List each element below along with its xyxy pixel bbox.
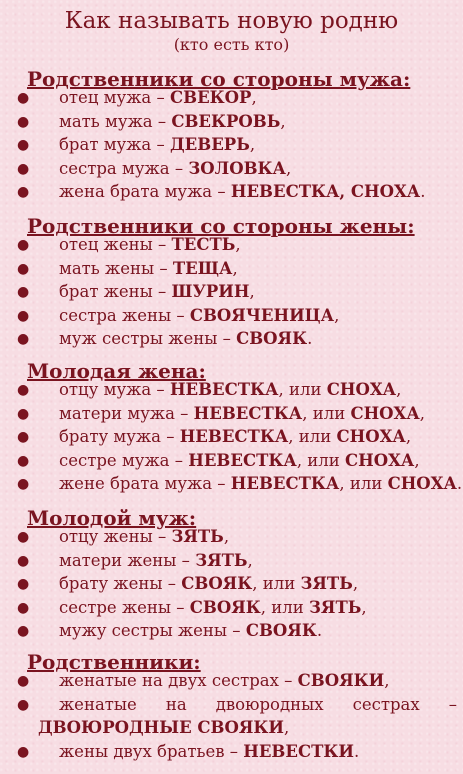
item-text: отцу мужа – НЕВЕСТКА, или СНОХА, (59, 380, 402, 399)
term: НЕВЕСТКА (169, 380, 279, 399)
section-heading: Родственники со стороны жены: (27, 214, 415, 238)
list-item (0, 716, 463, 740)
bullet-icon: ● (17, 452, 30, 469)
page-subtitle: (кто есть кто) (173, 35, 290, 54)
bullet-icon: ● (17, 405, 30, 422)
list-item (0, 740, 463, 764)
list-item (0, 86, 463, 110)
list-item (0, 449, 463, 473)
item-text: брату жены – СВОЯК, или ЗЯТЬ, (59, 574, 359, 593)
item-text: брат жены – ШУРИН, (59, 282, 255, 301)
item-text: муж сестры жены – СВОЯК. (59, 329, 313, 348)
term: СВОЯЧЕНИЦА (189, 305, 335, 325)
item-text: сестра жены – СВОЯЧЕНИЦА, (59, 305, 340, 325)
term: ЗОЛОВКА (188, 158, 286, 178)
item-text: брату мужа – НЕВЕСТКА, или СНОХА, (59, 427, 412, 446)
term: СНОХА (350, 403, 420, 423)
bullet-icon: ● (17, 743, 30, 760)
bullet-icon: ● (17, 382, 30, 398)
term: СНОХА (336, 427, 406, 446)
section-heading: Родственники: (27, 650, 201, 674)
list-item (0, 133, 463, 157)
item-text: мать мужа – СВЕКРОВЬ, (59, 111, 286, 131)
list-item (0, 425, 463, 449)
term: ТЕСТЬ (171, 235, 236, 254)
list-item (0, 157, 463, 181)
list-item (0, 549, 463, 573)
bullet-icon: ● (17, 137, 30, 153)
term: ДВОЮРОДНЫЕ СВОЯКИ (38, 718, 285, 737)
bullet-icon: ● (17, 623, 30, 639)
bullet-icon: ● (17, 552, 30, 569)
list-item (0, 402, 463, 426)
bullet-icon: ● (17, 284, 30, 300)
term: НЕВЕСТКА (230, 474, 340, 493)
item-text: женатые на двоюродных сестрах – (59, 694, 457, 714)
term: НЕВЕСТКА (179, 427, 289, 446)
bullet-icon: ● (17, 331, 30, 347)
item-text: мать жены – ТЕЩА, (59, 258, 238, 278)
bullet-icon: ● (17, 529, 30, 545)
list-item (0, 596, 463, 620)
term: СВЕКОР (169, 88, 252, 107)
bullet-icon: ● (17, 237, 30, 253)
section-heading: Родственники со стороны мужа: (27, 67, 411, 91)
term: НЕВЕСТКИ (243, 741, 354, 761)
list-item (0, 378, 463, 402)
item-text: брат мужа – ДЕВЕРЬ, (59, 135, 256, 154)
term: СВОЯК (181, 574, 253, 593)
list-item (0, 693, 463, 717)
section-heading: Молодая жена: (27, 359, 206, 383)
item-text: матери мужа – НЕВЕСТКА, или СНОХА, (59, 403, 426, 423)
term: ЗЯТЬ (195, 550, 248, 570)
item-text: ДВОЮРОДНЫЕ СВОЯКИ, (38, 718, 290, 737)
item-text: отцу жены – ЗЯТЬ, (59, 527, 230, 546)
term: СВОЯК (236, 329, 308, 348)
bullet-icon: ● (17, 696, 30, 713)
list-item (0, 257, 463, 281)
list-item (0, 180, 463, 204)
term: НЕВЕСТКА (188, 450, 297, 470)
item-text: мужу сестры жены – СВОЯК. (59, 621, 323, 640)
term: ДЕВЕРЬ (170, 135, 250, 154)
term: ЗЯТЬ (300, 574, 353, 593)
item-text: женатые на двух сестрах – СВОЯКИ, (59, 671, 390, 690)
list-item (0, 472, 463, 496)
list-item (0, 619, 463, 643)
bullet-icon: ● (17, 260, 30, 277)
item-text: матери жены – ЗЯТЬ, (59, 550, 253, 570)
item-text: жена брата мужа – НЕВЕСТКА, СНОХА. (59, 182, 426, 201)
item-text: сестре жены – СВОЯК, или ЗЯТЬ, (59, 597, 367, 617)
term: СВОЯК (189, 597, 261, 617)
bullet-icon: ● (17, 184, 30, 200)
bullet-icon: ● (17, 429, 30, 445)
item-text: отец жены – ТЕСТЬ, (59, 235, 241, 254)
bullet-icon: ● (17, 160, 30, 177)
term: СВОЯКИ (297, 671, 385, 690)
term: ЗЯТЬ (171, 527, 224, 546)
section-heading: Молодой муж: (27, 506, 197, 530)
bullet-icon: ● (17, 90, 30, 106)
item-text: сестра мужа – ЗОЛОВКА, (59, 158, 292, 178)
item-text: отец мужа – СВЕКОР, (59, 88, 257, 107)
term: СВЕКРОВЬ (171, 111, 281, 131)
bullet-icon: ● (17, 113, 30, 130)
term: СНОХА (345, 450, 415, 470)
bullet-icon: ● (17, 307, 30, 324)
list-item (0, 233, 463, 257)
bullet-icon: ● (17, 599, 30, 616)
bullet-icon: ● (17, 476, 30, 492)
term: СНОХА (387, 474, 457, 493)
item-text: жене брата мужа – НЕВЕСТКА, или СНОХА. (59, 474, 463, 493)
item-text: сестре мужа – НЕВЕСТКА, или СНОХА, (59, 450, 420, 470)
page-title: Как называть новую родню (64, 8, 399, 34)
list-item (0, 572, 463, 596)
term: НЕВЕСТКА, СНОХА (230, 182, 421, 201)
list-item (0, 304, 463, 328)
list-item (0, 669, 463, 693)
item-text: жены двух братьев – НЕВЕСТКИ. (59, 741, 360, 761)
list-item (0, 280, 463, 304)
list-item (0, 525, 463, 549)
term: НЕВЕСТКА (193, 403, 303, 423)
term: ТЕЩА (172, 258, 233, 278)
list-item (0, 110, 463, 134)
list-item (0, 327, 463, 351)
bullet-icon: ● (17, 576, 30, 592)
term: СВОЯК (245, 621, 317, 640)
term: СНОХА (326, 380, 397, 399)
term: ШУРИН (171, 282, 250, 301)
term: ЗЯТЬ (309, 597, 362, 617)
bullet-icon: ● (17, 673, 30, 689)
